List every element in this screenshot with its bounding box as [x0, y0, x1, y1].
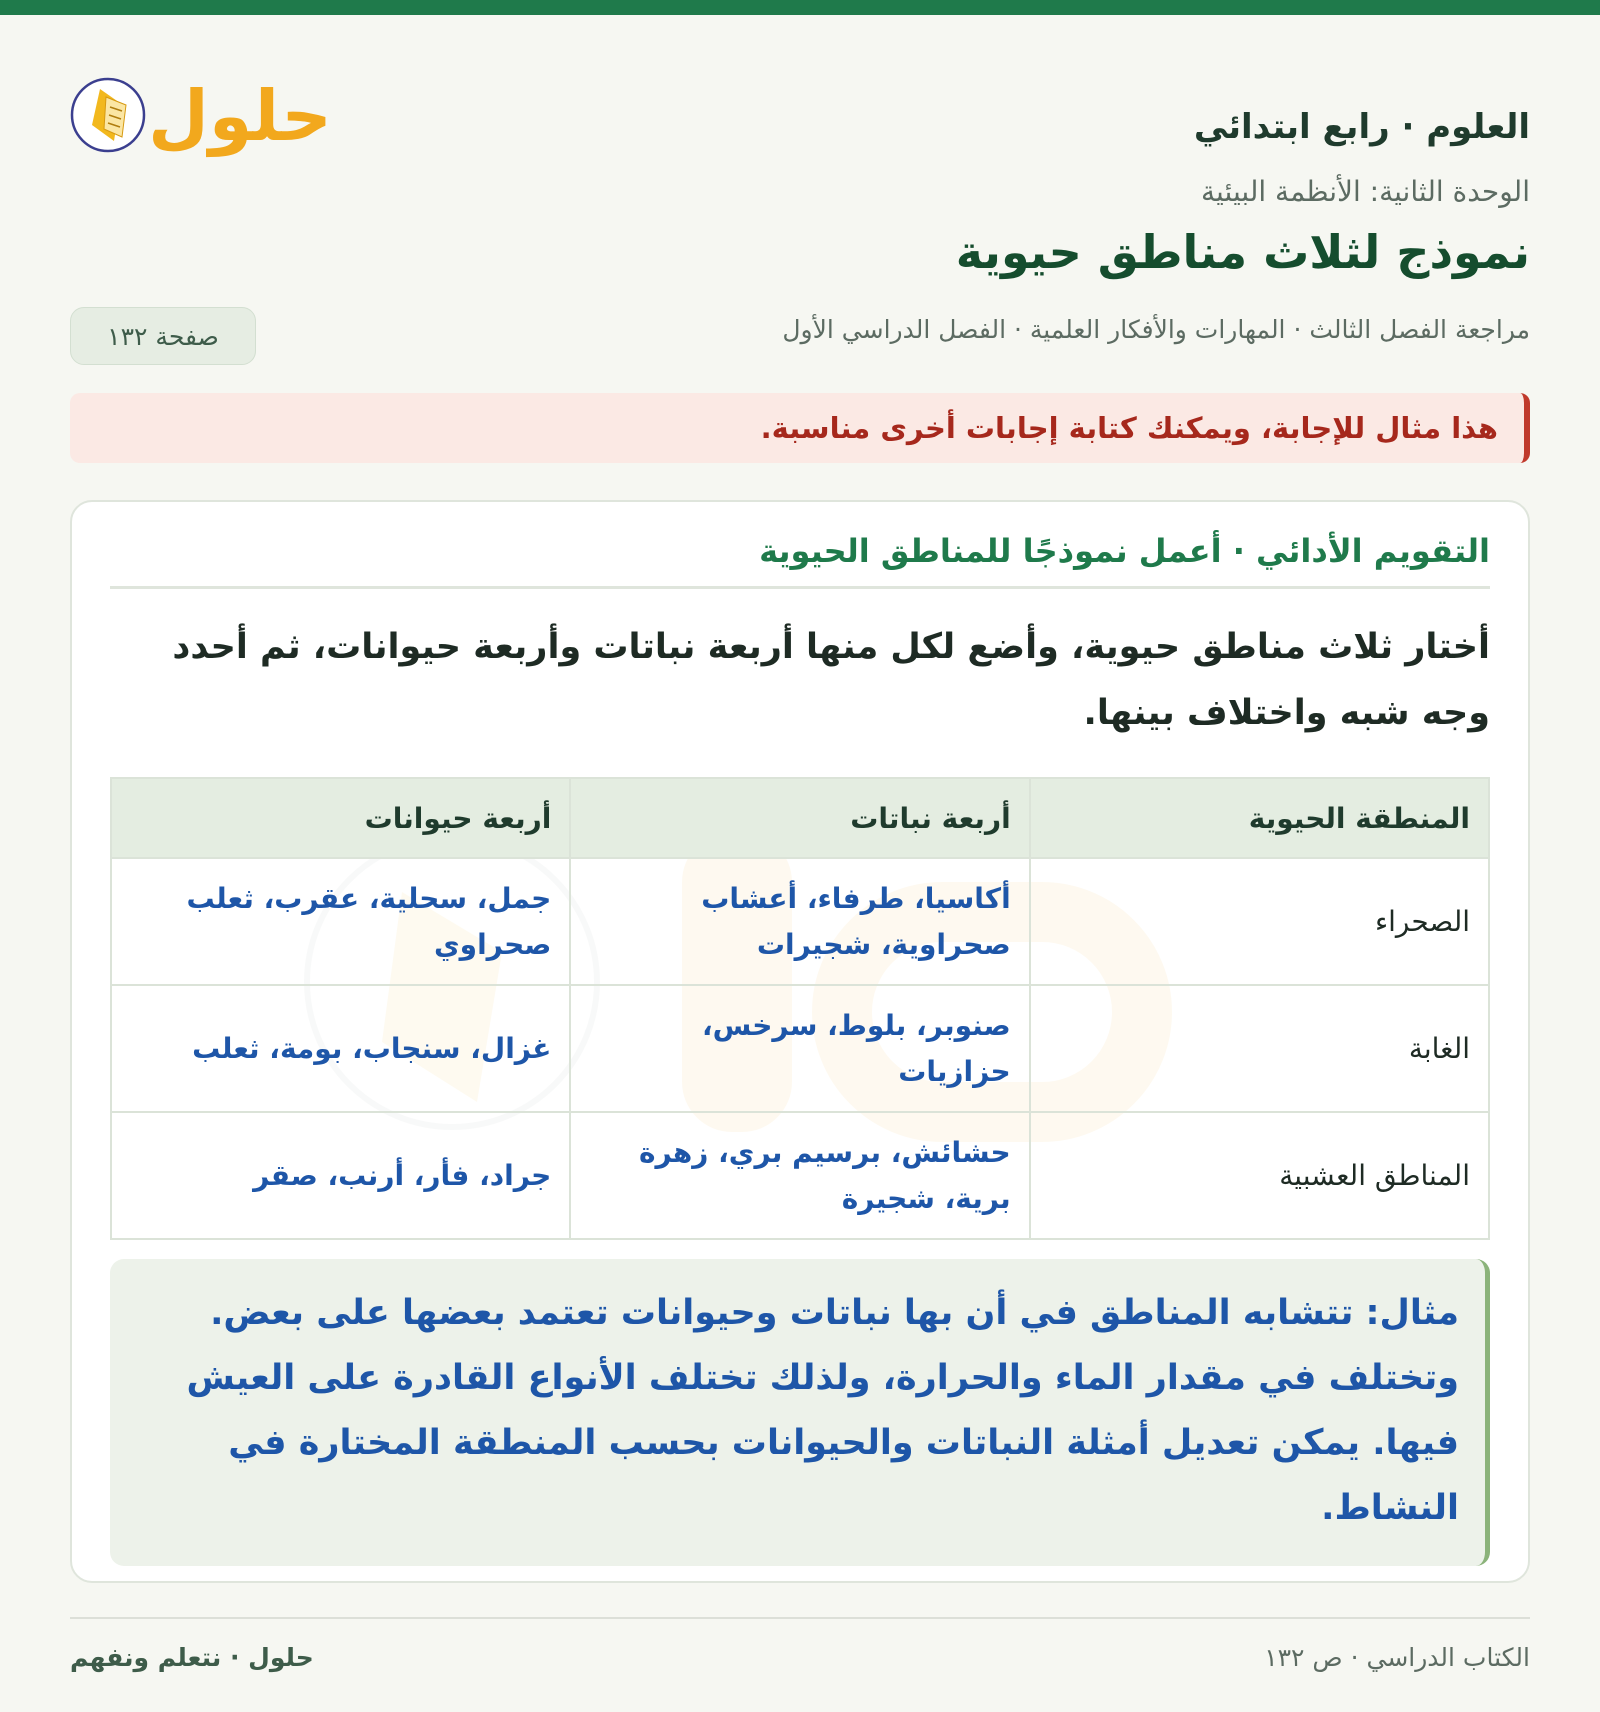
footer-source: الكتاب الدراسي · ص ١٣٢	[1264, 1643, 1530, 1672]
hulul-logo[interactable]	[70, 45, 340, 165]
region-cell: المناطق العشبية	[1030, 1112, 1489, 1239]
biomes-table	[110, 777, 1490, 1240]
page-number-badge: صفحة ١٣٢	[70, 307, 256, 365]
example-answer-box: مثال: تتشابه المناطق في أن بها نباتات وحيوانات تعتمد بعضها على بعض. وتختلف في مقدار الماء والحرارة، ولذلك تختلف الأنواع القادرة على العيش فيها. يمكن تعديل أمثلة النباتات والحيوانات بحسب المنطقة المختارة في النشاط.	[110, 1259, 1490, 1566]
lesson-title: نموذج لثلاث مناطق حيوية	[955, 225, 1530, 279]
table-row	[111, 985, 1489, 1112]
column-header-plants: أربعة نباتات	[570, 778, 1029, 858]
footer-brand-link[interactable]: حلول · نتعلم ونفهم	[70, 1643, 314, 1672]
region-cell: الغابة	[1030, 985, 1489, 1112]
lesson-meta: مراجعة الفصل الثالث · المهارات والأفكار العلمية · الفصل الدراسي الأول	[782, 315, 1530, 344]
footer-divider	[70, 1617, 1530, 1619]
table-header-row	[111, 778, 1489, 858]
animals-cell: جمل، سحلية، عقرب، ثعلب صحراوي	[111, 858, 570, 985]
unit-label: الوحدة الثانية: الأنظمة البيئية	[1201, 175, 1530, 208]
header	[70, 45, 1530, 175]
top-accent-bar	[0, 0, 1600, 15]
region-cell: الصحراء	[1030, 858, 1489, 985]
card-title: التقويم الأدائي · أعمل نموذجًا للمناطق الحيوية	[110, 532, 1490, 589]
table-row	[111, 858, 1489, 985]
svg-text:حلول: حلول	[148, 75, 332, 157]
plants-cell: حشائش، برسيم بري، زهرة برية، شجيرة	[570, 1112, 1029, 1239]
task-instructions: أختار ثلاث مناطق حيوية، وأضع لكل منها أربعة نباتات وأربعة حيوانات، ثم أحدد وجه شبه واختلاف بينها.	[172, 627, 1490, 733]
animals-cell: جراد، فأر، أرنب، صقر	[111, 1112, 570, 1239]
hulul-logo-icon	[70, 45, 340, 165]
plants-cell: أكاسيا، طرفاء، أعشاب صحراوية، شجيرات	[570, 858, 1029, 985]
activity-card	[70, 500, 1530, 1583]
animals-cell: غزال، سنجاب، بومة، ثعلب	[111, 985, 570, 1112]
page	[70, 15, 1530, 1712]
answer-notice: هذا مثال للإجابة، ويمكنك كتابة إجابات أخرى مناسبة.	[70, 393, 1530, 463]
table-row	[111, 1112, 1489, 1239]
subject-title: العلوم · رابع ابتدائي	[1193, 107, 1530, 147]
plants-cell: صنوبر، بلوط، سرخس، حزازيات	[570, 985, 1029, 1112]
column-header-animals: أربعة حيوانات	[111, 778, 570, 858]
column-header-region: المنطقة الحيوية	[1030, 778, 1489, 858]
